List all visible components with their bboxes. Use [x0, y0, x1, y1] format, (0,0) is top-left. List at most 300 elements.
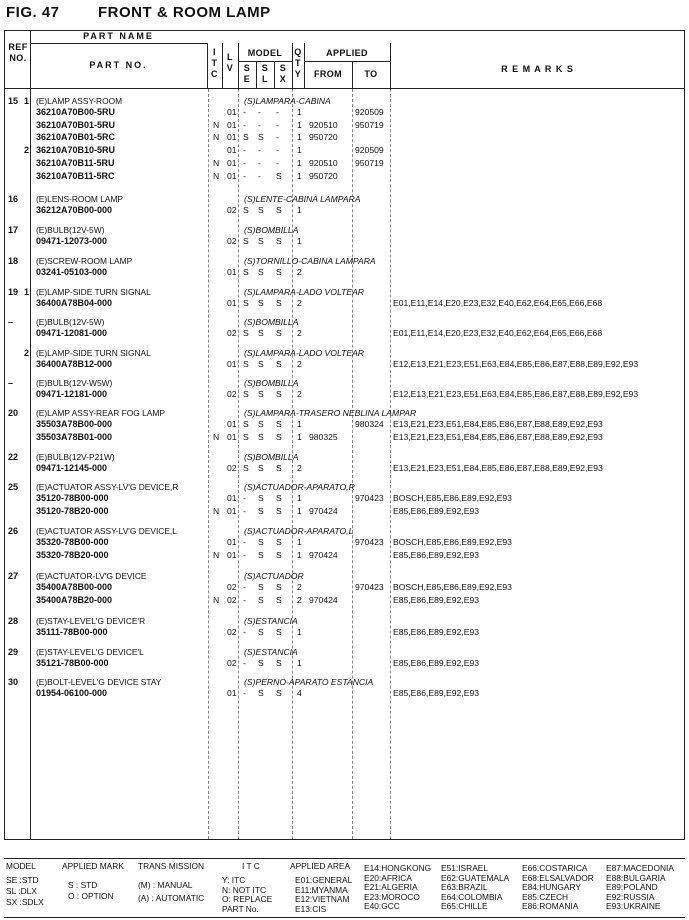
part-number-cell: 35111-78B00-000	[36, 627, 108, 637]
part-description-cell: (E)ACTUATOR ASSY-LV'G DEVICE,L	[36, 526, 177, 536]
model-se-cell: S	[243, 359, 249, 369]
lv-cell: 01	[227, 158, 237, 168]
legend-itc-item: O: REPLACE	[222, 894, 273, 904]
qty-cell: 1	[297, 236, 302, 246]
model-se-header: S E	[243, 63, 251, 84]
model-sl-cell: S	[258, 550, 264, 560]
lv-cell: 02	[227, 627, 237, 637]
spanish-name-cell: (S)TORNILLO-CABINA LAMPARA	[244, 256, 376, 266]
legend-transmission-item: (M) : MANUAL	[138, 880, 193, 890]
model-sx-cell: S	[276, 506, 282, 516]
from-header: FROM	[313, 69, 343, 79]
lv-cell: 01	[227, 132, 237, 142]
part-no-header: PART NO.	[89, 60, 148, 70]
lv-cell: 01	[227, 550, 237, 560]
part-number-cell: 36210A70B10-5RU	[36, 145, 116, 155]
lv-cell: 01	[227, 506, 237, 516]
model-rule	[238, 61, 292, 62]
body-rule-itc	[208, 89, 209, 839]
part-description-cell: (E)BULB(12V-5W)	[36, 225, 105, 235]
spanish-name-cell: (S)LAMPARA-LADO VOLTEAR	[244, 287, 365, 297]
remarks-cell: BOSCH,E85,E86,E89,E92,E93	[393, 493, 512, 503]
qty-cell: 1	[297, 205, 302, 215]
legend-applied-mark-item: S : STD	[68, 880, 98, 890]
part-description-cell: (E)SCREW-ROOM LAMP	[36, 256, 133, 266]
model-sx-cell: -	[276, 132, 279, 142]
model-sx-cell: S	[276, 537, 282, 547]
model-se-cell: -	[243, 171, 246, 181]
spanish-name-cell: (S)ESTANCIA	[244, 616, 298, 626]
model-sx-cell: S	[276, 236, 282, 246]
legend-area-item: E51:ISRAEL	[441, 863, 489, 873]
to-header: TO	[364, 69, 378, 79]
model-sl-cell: S	[258, 359, 264, 369]
model-se-cell: S	[243, 463, 249, 473]
model-header: MODEL	[247, 48, 283, 58]
legend-area-item: E66:COSTARICA	[522, 863, 588, 873]
qty-cell: 1	[297, 171, 302, 181]
applied-to-cell: 970423	[355, 493, 384, 503]
qty-cell: 2	[297, 595, 302, 605]
model-sl-header: S L	[261, 63, 269, 84]
sub-index-cell: 2	[24, 145, 30, 155]
itc-cell: N	[213, 506, 220, 516]
model-sx-cell: S	[276, 658, 282, 668]
legend-area-item: E64:COLOMBIA	[441, 891, 503, 902]
qty-cell: 1	[297, 493, 302, 503]
part-number-cell: 35320-78B00-000	[36, 537, 109, 547]
model-se-cell: S	[243, 236, 249, 246]
part-number-cell: 09471-12073-000	[36, 236, 108, 246]
lv-cell: 01	[227, 419, 237, 429]
lv-cell: 01	[227, 688, 237, 698]
ref-no-cell: 19	[8, 287, 19, 297]
part-description-cell: (E)LAMP ASSY-REAR FOG LAMP	[36, 408, 165, 418]
lv-cell: 02	[227, 389, 237, 399]
lv-cell: 02	[227, 328, 237, 338]
qty-cell: 4	[297, 688, 302, 698]
ref-no-cell: 27	[8, 571, 19, 581]
part-number-cell: 36400A78B12-000	[36, 359, 113, 369]
legend-area-item: E12:VIETNAM	[295, 894, 350, 904]
model-sx-cell: S	[276, 419, 282, 429]
spanish-name-cell: (S)ACTUADOR-APARATO,R	[244, 482, 355, 492]
legend-itc-item: Y: ITC	[222, 875, 246, 885]
model-se-cell: S	[243, 267, 249, 277]
qty-header: Q T Y	[294, 47, 302, 79]
model-sx-cell: S	[276, 688, 282, 698]
part-number-cell: 35120-78B00-000	[36, 493, 109, 503]
part-number-cell: 36400A78B04-000	[36, 298, 113, 308]
model-sx-header: S X	[279, 63, 287, 84]
model-sl-cell: S	[258, 236, 264, 246]
legend-heading: MODEL	[6, 861, 36, 871]
qty-cell: 2	[297, 267, 302, 277]
qty-cell: 2	[297, 463, 302, 473]
model-sx-cell: -	[276, 107, 279, 117]
part-description-cell: (E)BULB(12V-5W)	[36, 317, 105, 327]
spanish-name-cell: (S)BOMBILLA	[244, 225, 299, 235]
model-sx-cell: S	[276, 493, 282, 503]
model-se-cell: -	[243, 493, 246, 503]
legend-area-item: E87:MACEDONIA	[606, 863, 674, 873]
spanish-name-cell: (S)BOMBILLA	[244, 452, 299, 462]
applied-to-cell: 920509	[355, 107, 384, 117]
qty-cell: 1	[297, 158, 302, 168]
qty-cell: 1	[297, 132, 302, 142]
model-sl-cell: S	[258, 595, 264, 605]
itc-cell: N	[213, 132, 220, 142]
remarks-cell: E12,E13,E21,E23,E51,E63,E84,E85,E86,E87,E88,E89,E92,E93	[393, 359, 639, 369]
qty-cell: 2	[297, 359, 302, 369]
legend-itc-item: PART No.	[222, 903, 259, 914]
remarks-cell: E13,E21,E23,E51,E84,E85,E86,E87,E88,E89,E92,E93	[393, 419, 603, 429]
model-se-cell: S	[243, 205, 249, 215]
legend-area-item: E65:CHILLE	[441, 901, 488, 911]
model-sl-cell: S	[258, 537, 264, 547]
page-title	[6, 4, 271, 21]
lv-cell: 01	[227, 107, 237, 117]
ref-no-header: REF NO.	[8, 42, 28, 63]
lv-cell: 01	[227, 432, 237, 442]
lv-cell: 01	[227, 267, 237, 277]
remarks-cell: E85,E86,E89,E92,E93	[393, 550, 480, 560]
model-sx-cell: -	[276, 145, 279, 155]
part-number-cell: 35320-78B20-000	[36, 550, 109, 560]
model-se-cell: S	[243, 298, 249, 308]
col-rule-ref	[30, 30, 31, 840]
model-se-cell: S	[243, 419, 249, 429]
applied-to-cell: 970423	[355, 582, 384, 592]
legend-applied-mark-item: O : OPTION	[68, 891, 114, 901]
lv-cell: 01	[227, 171, 237, 181]
qty-cell: 1	[297, 107, 302, 117]
model-se-cell: -	[243, 107, 246, 117]
qty-cell: 1	[297, 419, 302, 429]
model-sl-cell: S	[258, 432, 264, 442]
remarks-cell: E01,E11,E14,E20,E23,E32,E40,E62,E64,E65,E66,E68	[393, 328, 603, 338]
part-description-cell: (E)STAY-LEVEL'G DEVICE'L	[36, 647, 144, 657]
model-sx-cell: S	[276, 171, 282, 181]
model-se-cell: -	[243, 506, 246, 516]
body-rule-model	[238, 89, 239, 839]
applied-rule	[304, 61, 390, 62]
part-number-cell: 36210A70B01-5RC	[36, 132, 116, 142]
part-description-cell: (E)LAMP-SIDE TURN SIGNAL	[36, 287, 151, 297]
qty-cell: 1	[297, 627, 302, 637]
spanish-name-cell: (S)ACTUADOR-APARATO,L	[244, 526, 354, 536]
model-sl-cell: S	[258, 298, 264, 308]
legend-area-item: E13:CIS	[295, 903, 327, 914]
ref-no-cell: 20	[8, 408, 19, 418]
spanish-name-cell: (S)ACTUADOR	[244, 571, 304, 581]
qty-cell: 1	[297, 537, 302, 547]
part-number-cell: 36210A70B00-5RU	[36, 107, 116, 117]
model-se-cell: S	[243, 328, 249, 338]
ref-no-cell: 15	[8, 96, 19, 106]
ref-no-cell: 17	[8, 225, 19, 235]
remarks-cell: E85,E86,E89,E92,E93	[393, 506, 480, 516]
model-sl-cell: S	[258, 328, 264, 338]
spanish-name-cell: (S)LAMPARA-LADO VOLTEAR	[244, 348, 365, 358]
part-description-cell: (E)ACTUATOR ASSY-LV'G DEVICE,R	[36, 482, 179, 492]
spanish-name-cell: (S)LAMPARA-TRASERO NEBLINA LAMPAR	[244, 408, 417, 418]
remarks-header: R E M A R K S	[501, 64, 574, 74]
model-sl-cell: S	[258, 389, 264, 399]
model-sl-cell: S	[258, 658, 264, 668]
part-number-cell: 35503A78B00-000	[36, 419, 113, 429]
part-description-cell: (E)ACTUATOR-LV'G DEVICE	[36, 571, 147, 581]
legend-area-item: E63:BRAZIL	[441, 882, 488, 892]
model-sx-cell: S	[276, 359, 282, 369]
qty-cell: 1	[297, 432, 302, 442]
legend-heading: TRANS MISSION	[138, 861, 205, 871]
model-sl-cell: S	[258, 582, 264, 592]
legend-area-item: E86:ROMANIA	[522, 901, 579, 911]
model-sl-cell: S	[258, 132, 264, 142]
body-rule-remarks	[390, 89, 391, 839]
ref-no-cell: 29	[8, 647, 19, 657]
applied-header: APPLIED	[326, 48, 368, 58]
part-number-cell: 36210A70B11-5RC	[36, 171, 115, 181]
model-sx-cell: S	[276, 298, 282, 308]
remarks-cell: BOSCH,E85,E86,E89,E92,E93	[393, 537, 512, 547]
spanish-name-cell: (S)LAMPARA-CABINA	[244, 96, 331, 106]
itc-header: I T C	[211, 47, 218, 79]
qty-cell: 1	[297, 145, 302, 155]
model-sx-cell: -	[276, 158, 279, 168]
lv-cell: 01	[227, 493, 237, 503]
header-bottom-rule	[4, 88, 685, 89]
qty-cell: 1	[297, 658, 302, 668]
lv-cell: 02	[227, 205, 237, 215]
legend-area-item: E68:ELSALVADOR	[522, 872, 594, 883]
part-description-cell: (E)LENS-ROOM LAMP	[36, 194, 124, 204]
part-number-cell: 36210A70B01-5RU	[36, 120, 116, 130]
qty-cell: 2	[297, 298, 302, 308]
model-sx-cell: S	[276, 205, 282, 215]
model-sx-cell: S	[276, 627, 282, 637]
model-sl-cell: -	[258, 107, 261, 117]
part-number-cell: 03241-05103-000	[36, 267, 108, 277]
lv-cell: 02	[227, 595, 237, 605]
legend-area-item: E85:CZECH	[522, 891, 569, 902]
part-description-cell: (E)LAMP-SIDE TURN SIGNAL	[36, 348, 151, 358]
legend-heading: I T C	[242, 861, 260, 871]
legend-area-item: E23:MOROCO	[364, 891, 420, 902]
part-number-cell: 09471-12081-000	[36, 328, 108, 338]
qty-cell: 1	[297, 550, 302, 560]
applied-to-cell: 980324	[355, 419, 384, 429]
legend-area-item: E92:RUSSIA	[606, 891, 655, 902]
applied-to-cell: 950719	[355, 158, 384, 168]
part-description-cell: (E)LAMP ASSY-ROOM	[36, 96, 123, 106]
model-sx-cell: S	[276, 432, 282, 442]
applied-from-cell: 920510	[309, 158, 338, 168]
legend-itc-item: N: NOT ITC	[222, 884, 267, 895]
model-se-cell: -	[243, 658, 246, 668]
remarks-cell: E13,E21,E23,E51,E84,E85,E86,E87,E88,E89,E92,E93	[393, 463, 603, 473]
qty-cell: 2	[297, 582, 302, 592]
model-sl-cell: -	[258, 145, 261, 155]
legend-heading: APPLIED MARK	[62, 861, 124, 871]
lv-cell: 01	[227, 359, 237, 369]
ref-no-cell: –	[8, 317, 14, 327]
part-number-cell: 35121-78B00-000	[36, 658, 109, 668]
model-sl-cell: -	[258, 158, 261, 168]
applied-from-cell: 970424	[309, 506, 338, 516]
model-se-cell: S	[243, 132, 249, 142]
remarks-cell: E12,E13,E21,E23,E51,E63,E84,E85,E86,E87,E88,E89,E92,E93	[393, 389, 639, 399]
ref-no-cell: 25	[8, 482, 19, 492]
spanish-name-cell: (S)BOMBILLA	[244, 378, 299, 388]
model-se-cell: S	[243, 389, 249, 399]
itc-cell: N	[213, 550, 220, 560]
model-sl-cell: S	[258, 267, 264, 277]
model-sx-cell: S	[276, 389, 282, 399]
sub-index-cell: 2	[24, 348, 30, 358]
legend-area-item: E84:HUNGARY	[522, 882, 581, 892]
legend-area-item: E62:GUATEMALA	[441, 872, 510, 883]
model-sl-cell: -	[258, 171, 261, 181]
model-sx-cell: S	[276, 463, 282, 473]
ref-no-cell: 26	[8, 526, 19, 536]
part-description-cell: (E)BULB(12V-W5W)	[36, 378, 113, 388]
applied-from-cell: 970424	[309, 550, 338, 560]
part-number-cell: 01954-06100-000	[36, 688, 108, 698]
model-sl-cell: S	[258, 419, 264, 429]
remarks-cell: E01,E11,E14,E20,E23,E32,E40,E62,E64,E65,E66,E68	[393, 298, 603, 308]
remarks-cell: E85,E86,E89,E92,E93	[393, 627, 480, 637]
model-sl-cell: -	[258, 120, 261, 130]
applied-from-cell: 950720	[309, 171, 338, 181]
itc-cell: N	[213, 171, 220, 181]
spanish-name-cell: (S)PERNO-APARATO ESTANCIA	[244, 677, 374, 687]
part-number-cell: 35400A78B20-000	[36, 595, 113, 605]
remarks-cell: BOSCH,E85,E86,E89,E92,E93	[393, 582, 512, 592]
legend-area-item: E40:GCC	[364, 901, 400, 911]
legend-area-item: E88:BULGARIA	[606, 872, 666, 883]
model-se-cell: -	[243, 537, 246, 547]
legend-area-item: E14:HONGKONG	[364, 863, 432, 873]
ref-no-cell: 28	[8, 616, 19, 626]
lv-cell: 02	[227, 236, 237, 246]
remarks-cell: E85,E86,E89,E92,E93	[393, 688, 480, 698]
model-sl-cell: S	[258, 205, 264, 215]
ref-no-cell: –	[8, 378, 14, 388]
ref-no-cell: 30	[8, 677, 19, 687]
legend-area-item: E93:UKRAINE	[606, 901, 661, 911]
applied-from-cell: 920510	[309, 120, 338, 130]
spanish-name-cell: (S)LENTE-CABINA LAMPARA	[244, 194, 361, 204]
legend-area-item: E20:AFRICA	[364, 872, 412, 883]
model-sx-cell: S	[276, 582, 282, 592]
model-se-cell: -	[243, 688, 246, 698]
figure-number: FIG. 47	[6, 4, 60, 21]
model-sl-cell: S	[258, 493, 264, 503]
itc-cell: N	[213, 432, 220, 442]
model-sx-cell: S	[276, 595, 282, 605]
qty-cell: 2	[297, 328, 302, 338]
qty-cell: 1	[297, 120, 302, 130]
legend-transmission-item: (A) : AUTOMATIC	[138, 893, 205, 903]
lv-cell: 02	[227, 463, 237, 473]
applied-to-cell: 950719	[355, 120, 384, 130]
lv-cell: 02	[227, 582, 237, 592]
lv-cell: 01	[227, 537, 237, 547]
lv-header: L V	[226, 52, 234, 73]
applied-to-cell: 920509	[355, 145, 384, 155]
model-sl-cell: S	[258, 627, 264, 637]
legend-footer	[4, 858, 685, 918]
itc-cell: N	[213, 595, 220, 605]
lv-cell: 01	[227, 298, 237, 308]
ref-no-cell: 22	[8, 452, 19, 462]
partname-rule	[30, 43, 207, 44]
applied-from-cell: 980325	[309, 432, 338, 442]
qty-cell: 1	[297, 506, 302, 516]
spanish-name-cell: (S)ESTANCIA	[244, 647, 298, 657]
part-number-cell: 35120-78B20-000	[36, 506, 109, 516]
itc-cell: N	[213, 120, 220, 130]
applied-from-cell: 950720	[309, 132, 338, 142]
part-number-cell: 35503A78B01-000	[36, 432, 113, 442]
legend-area-item: E21:ALGERIA	[364, 882, 418, 892]
lv-cell: 01	[227, 145, 237, 155]
legend-area-item: E01:GENERAL	[295, 875, 353, 885]
part-description-cell: (E)BULB(12V-P21W)	[36, 452, 115, 462]
model-se-cell: -	[243, 627, 246, 637]
lv-cell: 02	[227, 658, 237, 668]
lv-cell: 01	[227, 120, 237, 130]
model-sx-cell: S	[276, 550, 282, 560]
model-sl-cell: S	[258, 688, 264, 698]
itc-cell: N	[213, 158, 220, 168]
part-number-cell: 36210A70B11-5RU	[36, 158, 115, 168]
model-sx-cell: -	[276, 120, 279, 130]
legend-model-item: SL :DLX	[6, 886, 37, 896]
legend-area-item: E89:POLAND	[606, 882, 658, 892]
legend-area-item: E11:MYANMA	[295, 884, 348, 895]
model-se-cell: -	[243, 158, 246, 168]
remarks-cell: E85,E86,E89,E92,E93	[393, 658, 480, 668]
legend-heading: APPLIED AREA	[290, 861, 351, 871]
part-number-cell: 36212A70B00-000	[36, 205, 113, 215]
model-sl-cell: S	[258, 506, 264, 516]
sub-index-cell: 1	[24, 287, 30, 297]
part-number-cell: 35400A78B00-000	[36, 582, 113, 592]
ref-no-cell: 18	[8, 256, 19, 266]
qty-cell: 2	[297, 389, 302, 399]
model-sx-cell: S	[276, 328, 282, 338]
model-sl-cell: S	[258, 463, 264, 473]
remarks-cell: E85,E86,E89,E92,E93	[393, 595, 480, 605]
figure-name: FRONT & ROOM LAMP	[98, 4, 271, 21]
legend-model-item: SE :STD	[6, 875, 39, 885]
part-description-cell: (E)STAY-LEVEL'G DEVICE'R	[36, 616, 146, 626]
model-se-cell: -	[243, 120, 246, 130]
model-se-cell: -	[243, 582, 246, 592]
applied-from-cell: 970424	[309, 595, 338, 605]
model-se-cell: -	[243, 550, 246, 560]
legend-model-item: SX :SDLX	[6, 897, 44, 907]
model-sx-cell: S	[276, 267, 282, 277]
spanish-name-cell: (S)BOMBILLA	[244, 317, 299, 327]
ref-no-cell: 16	[8, 194, 19, 204]
part-number-cell: 09471-12181-000	[36, 389, 108, 399]
applied-to-cell: 970423	[355, 537, 384, 547]
part-number-cell: 09471-12145-000	[36, 463, 108, 473]
